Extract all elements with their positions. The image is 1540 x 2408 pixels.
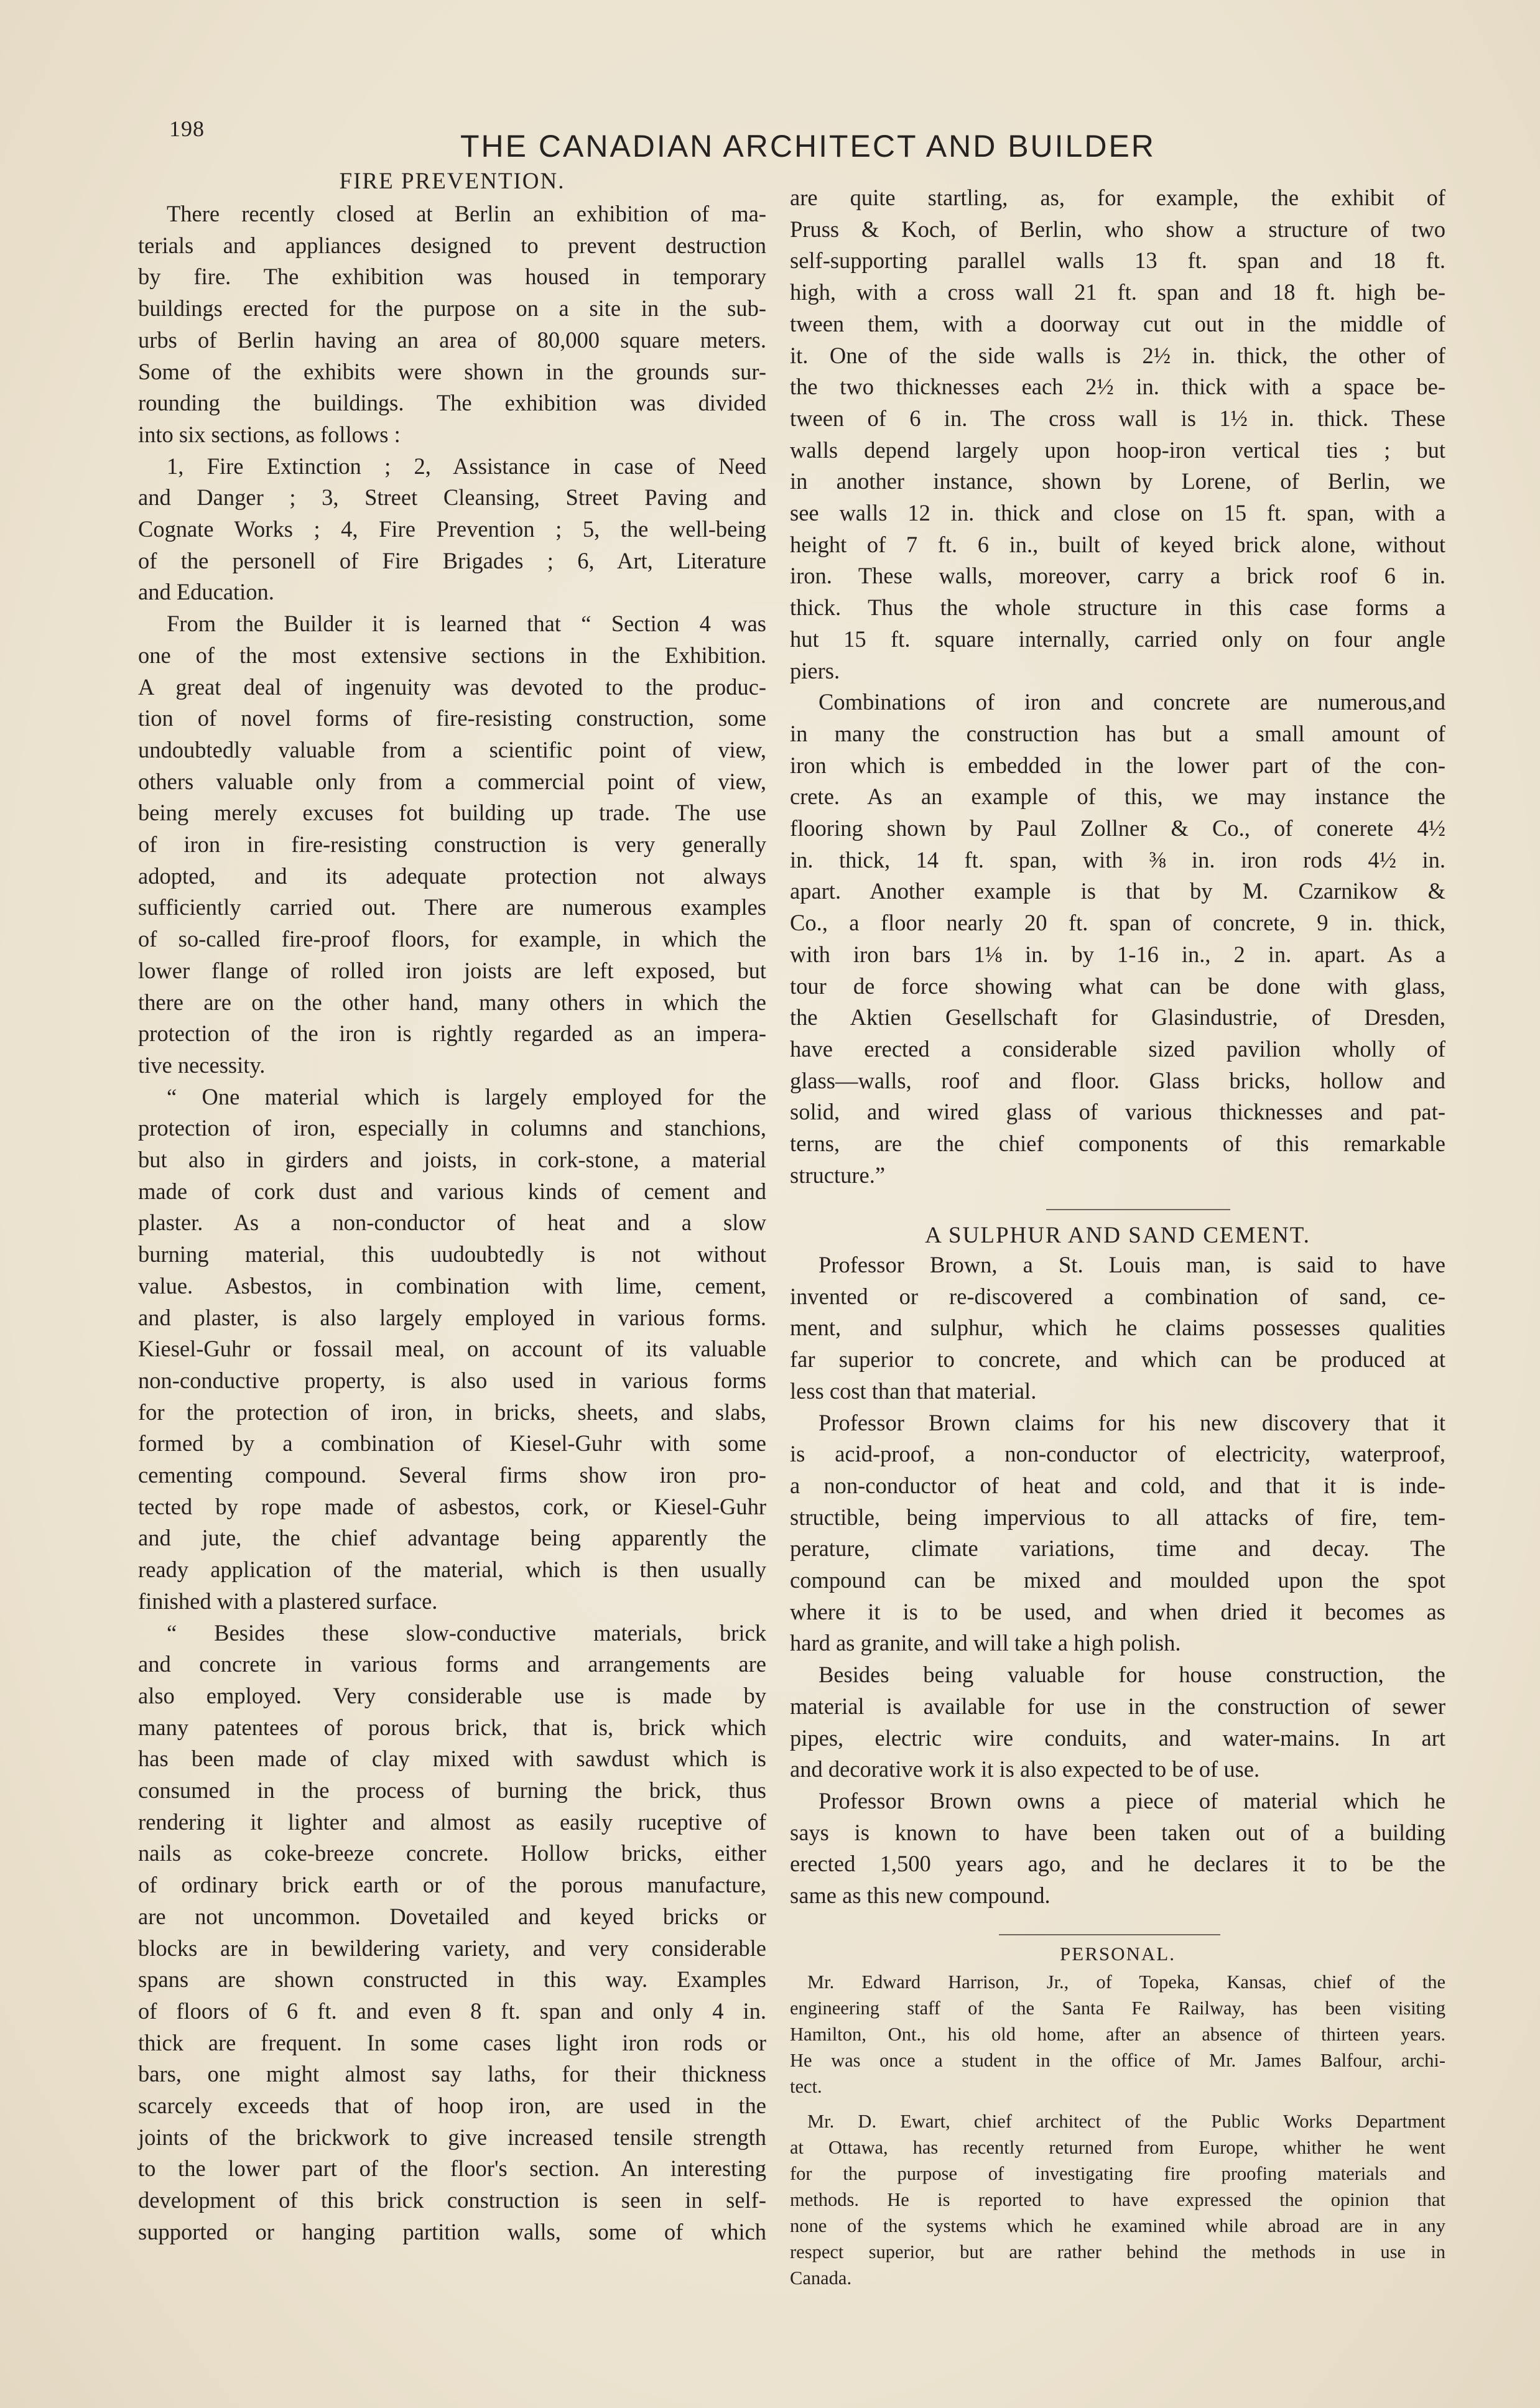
text-line: has been made of clay mixed with sawdust which is xyxy=(138,1746,766,1772)
text-line: nails as coke-breeze concrete. Hollow bricks, either xyxy=(138,1840,766,1866)
text-line: Professor Brown owns a piece of material which he xyxy=(819,1787,1445,1813)
text-line: at Ottawa, has recently returned from Europe, whither he went xyxy=(790,2137,1445,2158)
text-line: and decorative work it is also expected to be of use. xyxy=(790,1756,1260,1782)
text-line: are not uncommon. Dovetailed and keyed bricks or xyxy=(138,1903,766,1929)
text-line: Professor Brown claims for his new discovery that it xyxy=(819,1409,1445,1435)
text-line: to the lower part of the floor's section. An interesting xyxy=(138,2156,766,2182)
text-line: bars, one might almost say laths, for their thickness xyxy=(138,2061,766,2087)
text-line: piers. xyxy=(790,657,840,683)
text-line: tour de force showing what can be done with glass, xyxy=(790,973,1445,999)
text-line: iron. These walls, moreover, carry a brick roof 6 in. xyxy=(790,563,1445,589)
text-line: 1, Fire Extinction ; 2, Assistance in case of Need xyxy=(167,453,766,479)
text-line: one of the most extensive sections in the Exhibition. xyxy=(138,642,766,668)
text-line: thick. Thus the whole structure in this case forms a xyxy=(790,595,1445,621)
text-line: height of 7 ft. 6 in., built of keyed brick alone, without xyxy=(790,531,1445,557)
text-line: hut 15 ft. square internally, carried only on four angle xyxy=(790,626,1445,652)
text-line: “ Besides these slow-conductive materials, brick xyxy=(167,1619,766,1646)
text-line: and plaster, is also largely employed in various forms. xyxy=(138,1304,766,1330)
text-line: and jute, the chief advantage being apparently the xyxy=(138,1525,766,1551)
text-line: of ordinary brick earth or of the porous manufacture, xyxy=(138,1872,766,1898)
text-line: none of the systems which he examined while abroad are in any xyxy=(790,2215,1445,2236)
text-line: pipes, electric wire conduits, and water-mains. In art xyxy=(790,1725,1445,1751)
text-line: undoubtedly valuable from a scientific point of view, xyxy=(138,736,766,762)
text-line: supported or hanging partition walls, some of which xyxy=(138,2218,766,2244)
text-line: erected 1,500 years ago, and he declares it to be the xyxy=(790,1851,1445,1877)
text-line: walls depend largely upon hoop-iron vertical ties ; but xyxy=(790,437,1445,463)
text-line: hard as granite, and will take a high polish. xyxy=(790,1630,1181,1656)
text-line: ready application of the material, which is then usually xyxy=(138,1557,766,1583)
text-line: cementing compound. Several firms show iron pro- xyxy=(138,1462,766,1488)
page-number: 198 xyxy=(169,116,205,141)
text-line: Co., a floor nearly 20 ft. span of concrete, 9 in. thick, xyxy=(790,910,1445,936)
text-line: joints of the brickwork to give increased tensile strength xyxy=(138,2124,766,2150)
text-line: value. Asbestos, in combination with lime, cement, xyxy=(138,1272,766,1299)
text-line: structure.” xyxy=(790,1162,886,1188)
text-line: tected by rope made of asbestos, cork, or Kiesel-Guhr xyxy=(138,1493,766,1519)
text-line: Combinations of iron and concrete are numerous,and xyxy=(819,689,1445,715)
text-line: A great deal of ingenuity was devoted to the produc- xyxy=(138,674,766,700)
text-line: Canada. xyxy=(790,2267,852,2289)
text-line: compound can be mixed and moulded upon the spot xyxy=(790,1567,1445,1593)
running-head: THE CANADIAN ARCHITECT AND BUILDER xyxy=(460,129,1156,164)
text-line: respect superior, but are rather behind the methods in use in xyxy=(790,2241,1445,2262)
text-line: tive necessity. xyxy=(138,1052,266,1078)
text-line: of floors of 6 ft. and even 8 ft. span and only 4 in. xyxy=(138,1998,766,2024)
text-line: tion of novel forms of fire-resisting construction, some xyxy=(138,705,766,731)
text-line: iron which is embedded in the lower part of the con- xyxy=(790,752,1445,778)
text-line: with iron bars 1⅛ in. by 1-16 in., 2 in. apart. As a xyxy=(790,941,1445,967)
text-line: thick are frequent. In some cases light iron rods or xyxy=(138,2029,766,2055)
text-line: tect. xyxy=(790,2076,822,2097)
text-line: ment, and sulphur, which he claims possesses qualities xyxy=(790,1315,1445,1341)
text-line: far superior to concrete, and which can be produced at xyxy=(790,1346,1445,1373)
text-line: sufficiently carried out. There are numerous examples xyxy=(138,894,766,920)
text-line: and concrete in various forms and arrangements are xyxy=(138,1651,766,1677)
text-line: flooring shown by Paul Zollner & Co., of conerete 4½ xyxy=(790,815,1445,841)
text-line: Pruss & Koch, of Berlin, who show a structure of two xyxy=(790,216,1445,242)
text-line: many patentees of porous brick, that is, brick which xyxy=(138,1714,766,1740)
text-line: for the protection of iron, in bricks, sheets, and slabs, xyxy=(138,1399,766,1425)
text-line: in many the construction has but a small amount of xyxy=(790,720,1445,746)
text-line: it. One of the side walls is 2½ in. thick, the other of xyxy=(790,342,1445,368)
text-line: formed by a combination of Kiesel-Guhr with some xyxy=(138,1430,766,1456)
text-line: of the personell of Fire Brigades ; 6, Art, Literature xyxy=(138,547,766,573)
text-line: self-supporting parallel walls 13 ft. span and 18 ft. xyxy=(790,248,1445,274)
text-line: glass—walls, roof and floor. Glass bricks, hollow and xyxy=(790,1067,1445,1093)
text-line: being merely excuses fot building up trade. The use xyxy=(138,800,766,826)
text-line: finished with a plastered surface. xyxy=(138,1588,438,1614)
text-line: but also in girders and joists, in cork-stone, a material xyxy=(138,1147,766,1172)
text-line: Some of the exhibits were shown in the grounds sur- xyxy=(138,358,766,384)
text-line: tween of 6 in. The cross wall is 1½ in. thick. These xyxy=(790,405,1445,431)
text-line: He was once a student in the office of Mr. James Balfour, archi- xyxy=(790,2050,1445,2071)
text-line: consumed in the process of burning the brick, thus xyxy=(138,1777,766,1803)
text-line: into six sections, as follows : xyxy=(138,421,401,447)
text-line: “ One material which is largely employed for the xyxy=(167,1083,766,1109)
text-line: buildings erected for the purpose on a site in the sub- xyxy=(138,295,766,322)
text-line: protection of iron, especially in columns and stanchions, xyxy=(138,1115,766,1141)
text-line: rounding the buildings. The exhibition was divided xyxy=(138,390,766,416)
text-line: is acid-proof, a non-conductor of electricity, waterproof, xyxy=(790,1441,1445,1467)
text-line: says is known to have been taken out of a building xyxy=(790,1819,1445,1845)
text-line: engineering staff of the Santa Fe Railway, has been visiting xyxy=(790,1998,1445,2019)
text-line: of so-called fire-proof floors, for example, in which the xyxy=(138,926,766,952)
text-line: spans are shown constructed in this way. Examples xyxy=(138,1966,766,1993)
section-title-personal: PERSONAL. xyxy=(1060,1943,1176,1965)
text-line: structible, being impervious to all attacks of fire, tem- xyxy=(790,1504,1445,1530)
text-line: there are on the other hand, many others in which the xyxy=(138,989,766,1015)
text-line: Mr. Edward Harrison, Jr., of Topeka, Kansas, chief of the xyxy=(807,1971,1445,1993)
text-line: made of cork dust and various kinds of cement and xyxy=(138,1178,766,1204)
text-line: where it is to be used, and when dried it becomes as xyxy=(790,1598,1445,1624)
section-divider xyxy=(1046,1209,1230,1210)
text-line: blocks are in bewildering variety, and very considerable xyxy=(138,1935,766,1961)
text-line: Kiesel-Guhr or fossail meal, on account of its valuable xyxy=(138,1336,766,1362)
text-line: crete. As an example of this, we may instance the xyxy=(790,784,1445,810)
text-line: others valuable only from a commercial point of view, xyxy=(138,768,766,794)
text-line: From the Builder it is learned that “ Section 4 was xyxy=(167,611,766,637)
text-line: adopted, and its adequate protection not always xyxy=(138,863,766,889)
text-line: Besides being valuable for house construction, the xyxy=(819,1662,1445,1688)
text-line: in. thick, 14 ft. span, with ⅜ in. iron rods 4½ in. xyxy=(790,846,1445,873)
text-line: non-conductive property, is also used in various forms xyxy=(138,1367,766,1393)
text-line: high, with a cross wall 21 ft. span and 18 ft. high be- xyxy=(790,279,1445,305)
text-line: invented or re-discovered a combination of sand, ce- xyxy=(790,1283,1445,1309)
text-line: material is available for use in the construction of sewer xyxy=(790,1693,1445,1719)
text-line: There recently closed at Berlin an exhibition of ma- xyxy=(167,201,766,226)
text-line: for the purpose of investigating fire proofing materials and xyxy=(790,2163,1445,2184)
text-line: have erected a considerable sized pavilion wholly of xyxy=(790,1035,1445,1062)
text-line: development of this brick construction is seen in self- xyxy=(138,2187,766,2213)
text-line: urbs of Berlin having an area of 80,000 square meters. xyxy=(138,326,766,353)
text-line: by fire. The exhibition was housed in temporary xyxy=(138,264,766,290)
article-title-fire-prevention: FIRE PREVENTION. xyxy=(339,169,565,194)
text-line: Hamilton, Ont., his old home, after an absence of thirteen years. xyxy=(790,2024,1445,2045)
text-line: scarcely exceeds that of hoop iron, are used in the xyxy=(138,2093,766,2118)
text-line: see walls 12 in. thick and close on 15 ft. span, with a xyxy=(790,500,1445,526)
text-line: of iron in fire-resisting construction is very generally xyxy=(138,831,766,857)
text-line: perature, climate variations, time and decay. The xyxy=(790,1535,1445,1562)
text-line: Cognate Works ; 4, Fire Prevention ; 5, the well-being xyxy=(138,516,766,542)
section-divider xyxy=(999,1934,1220,1935)
text-line: in another instance, shown by Lorene, of Berlin, we xyxy=(790,468,1445,494)
text-line: and Danger ; 3, Street Cleansing, Street Paving and xyxy=(138,484,766,511)
text-line: also employed. Very considerable use is made by xyxy=(138,1682,766,1708)
text-line: rendering it lighter and almost as easily ruceptive of xyxy=(138,1808,766,1835)
text-line: solid, and wired glass of various thicknesses and pat- xyxy=(790,1099,1445,1125)
text-line: the Aktien Gesellschaft for Glasindustrie, of Dresden, xyxy=(790,1004,1445,1030)
text-line: tween them, with a doorway cut out in the middle of xyxy=(790,310,1445,336)
text-line: and Education. xyxy=(138,579,274,605)
text-line: terials and appliances designed to prevent destruction xyxy=(138,232,766,258)
text-line: protection of the iron is rightly regarded as an impera- xyxy=(138,1021,766,1047)
text-line: same as this new compound. xyxy=(790,1882,1051,1908)
text-line: methods. He is reported to have expressed the opinion that xyxy=(790,2189,1445,2210)
text-line: lower flange of rolled iron joists are left exposed, but xyxy=(138,957,766,983)
text-line: a non-conductor of heat and cold, and that it is inde- xyxy=(790,1472,1445,1498)
text-line: Mr. D. Ewart, chief architect of the Public Works Department xyxy=(807,2111,1445,2132)
article-title-sulphur-cement: A SULPHUR AND SAND CEMENT. xyxy=(925,1223,1310,1248)
text-line: are quite startling, as, for example, the exhibit of xyxy=(790,185,1445,210)
text-line: apart. Another example is that by M. Czarnikow & xyxy=(790,878,1445,904)
text-line: the two thicknesses each 2½ in. thick with a space be- xyxy=(790,374,1445,400)
text-line: Professor Brown, a St. Louis man, is said to have xyxy=(819,1252,1445,1277)
text-line: burning material, this uudoubtedly is not without xyxy=(138,1241,766,1267)
text-line: terns, are the chief components of this remarkable xyxy=(790,1131,1445,1156)
text-line: plaster. As a non-conductor of heat and a slow xyxy=(138,1210,766,1236)
text-line: less cost than that material. xyxy=(790,1378,1037,1404)
